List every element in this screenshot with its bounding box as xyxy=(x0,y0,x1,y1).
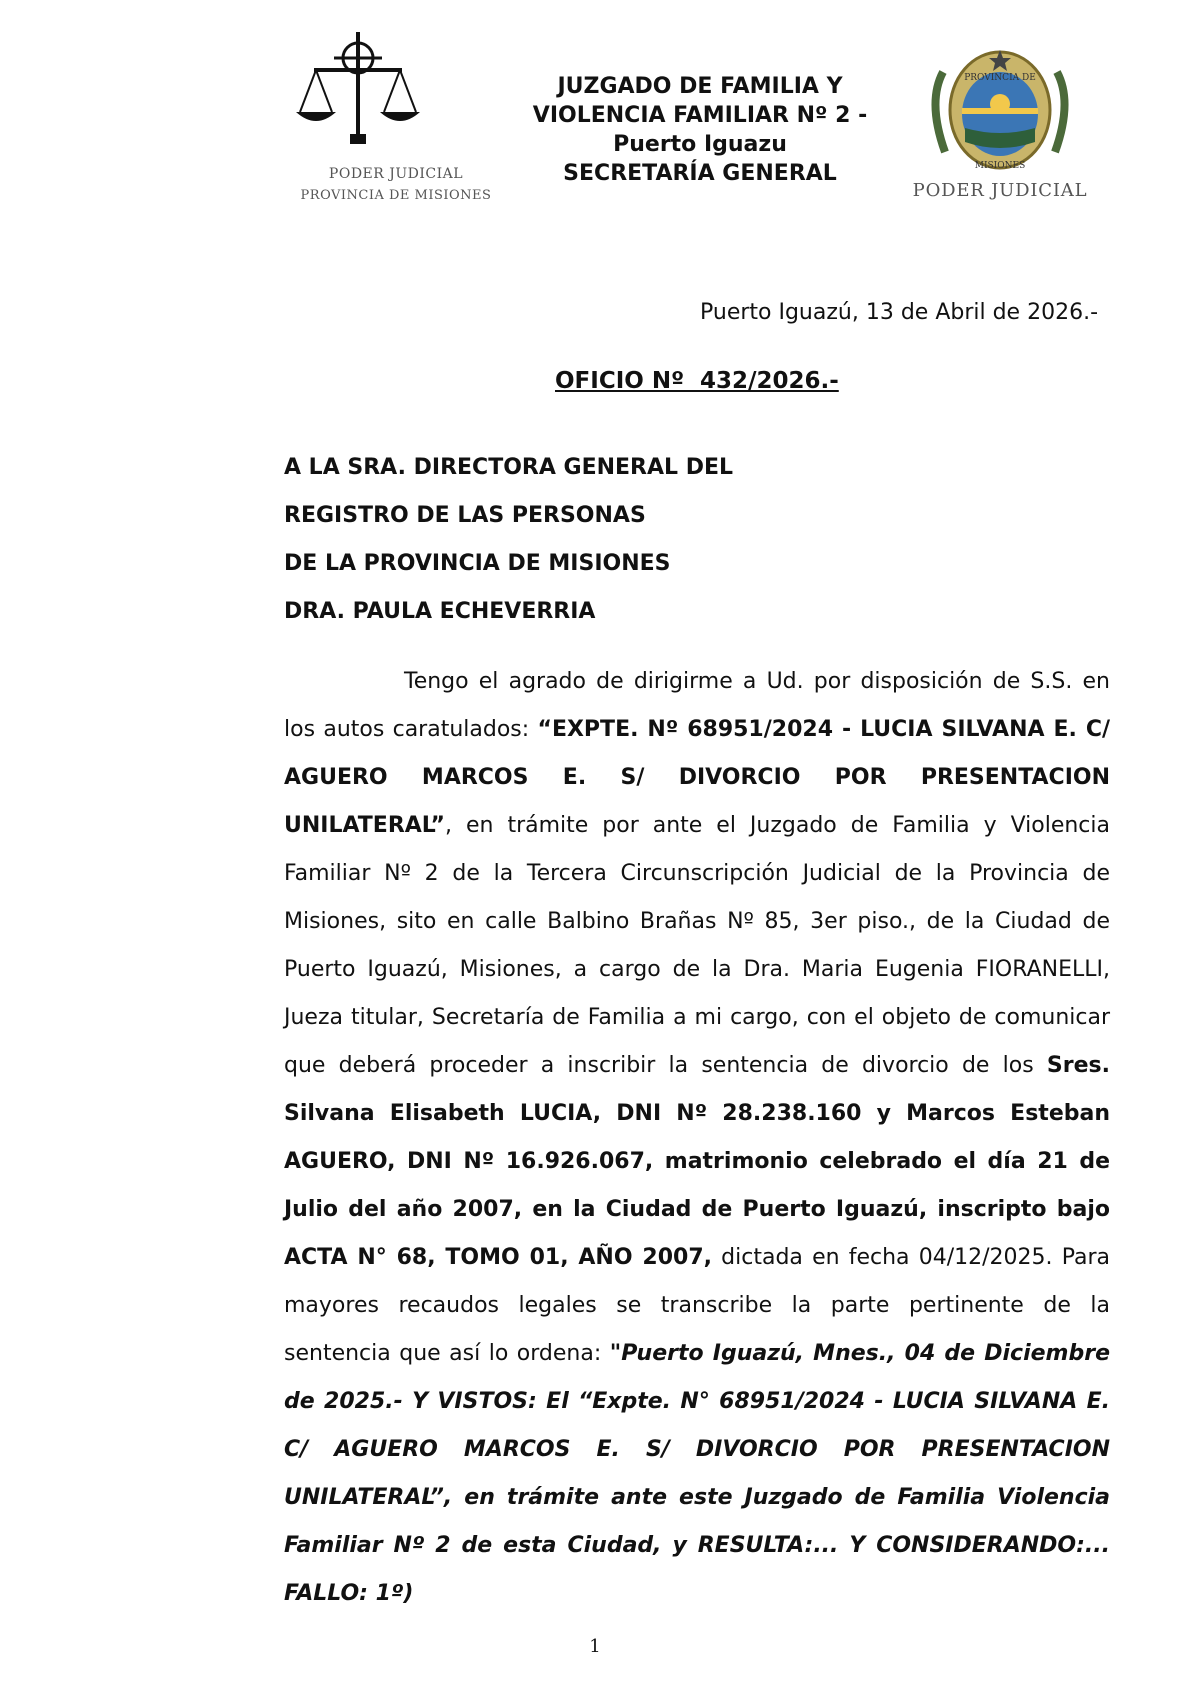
addressee-block xyxy=(284,444,733,636)
provincial-seal-icon xyxy=(905,42,1095,177)
body-paragraph xyxy=(284,658,1110,1618)
poder-judicial-scales-logo xyxy=(296,30,496,210)
logo-caption-line1: PODER JUDICIAL xyxy=(328,166,464,182)
seal-text-top: PROVINCIA DE xyxy=(964,73,1036,83)
seal-caption: PODER JUDICIAL xyxy=(912,180,1088,201)
oficio-title: OFICIO Nº 432/2026.- xyxy=(555,368,839,394)
addressee-line: REGISTRO DE LAS PERSONAS xyxy=(284,503,646,528)
provincia-misiones-seal-logo xyxy=(905,42,1095,212)
body-intro: Tengo el agrado de dirigirme a Ud. por disposición de S.S. en los autos caratulados: xyxy=(284,669,1110,742)
court-title-line1: JUZGADO DE FAMILIA Y xyxy=(557,74,843,99)
court-title xyxy=(520,72,880,188)
case-title: “EXPTE. Nº 68951/2024 - LUCIA SILVANA E. C/ AGUERO MARCOS E. S/ DIVORCIO POR PRESENTACION UNILATERAL” xyxy=(284,717,1111,838)
logo-caption-line2: PROVINCIA DE MISIONES xyxy=(300,188,492,203)
body-sentence-intro: dictada en fecha 04/12/2025. Para mayores recaudos legales se transcribe la parte pertinente de la sentencia que así lo ordena: xyxy=(284,1245,1110,1366)
scales-of-justice-icon xyxy=(296,30,496,165)
seal-text-bottom: MISIONES xyxy=(974,161,1026,171)
addressee-line: DE LA PROVINCIA DE MISIONES xyxy=(284,551,671,576)
addressee-line: DRA. PAULA ECHEVERRIA xyxy=(284,599,596,624)
page-number: 1 xyxy=(589,1636,601,1657)
sentence-transcript: "Puerto Iguazú, Mnes., 04 de Diciembre de 2025.- Y VISTOS: El “Expte. N° 68951/2024 - LUCIA SILVANA E. C/ AGUERO MARCOS E. S/ DIVORCIO POR PRESENTACION UNILATERAL”, en trámite ante este Juzgado de Familia Violencia Familiar Nº 2 de esta Ciudad, y RESULTA:... Y CONSIDERANDO:... FALLO: 1º) xyxy=(284,1341,1110,1606)
court-title-line3: Puerto Iguazu xyxy=(613,132,787,157)
court-title-line4: SECRETARÍA GENERAL xyxy=(563,161,837,186)
parties-details: Sres. Silvana Elisabeth LUCIA, DNI Nº 28.238.160 y Marcos Esteban AGUERO, DNI Nº 16.926.067, matrimonio celebrado el día 21 de Julio del año 2007, en la Ciudad de Puerto Iguazú, inscripto bajo ACTA N° 68, TOMO 01, AÑO 2007, xyxy=(284,1053,1110,1270)
court-title-line2: VIOLENCIA FAMILIAR Nº 2 - xyxy=(532,103,868,128)
body-court-details: , en trámite por ante el Juzgado de Familia y Violencia Familiar Nº 2 de la Tercera Circunscripción Judicial de la Provincia de Misiones, sito en calle Balbino Brañas Nº 85, 3er piso., de la Ciudad de Puerto Iguazú, Misiones, a cargo de la Dra. Maria Eugenia FIORANELLI, Jueza titular, Secretaría de Familia a mi cargo, con el objeto de comunicar que deberá proceder a inscribir la sentencia de divorcio de los xyxy=(284,813,1110,1078)
document-date: Puerto Iguazú, 13 de Abril de 2026.- xyxy=(700,300,1099,325)
addressee-line: A LA SRA. DIRECTORA GENERAL DEL xyxy=(284,455,734,480)
